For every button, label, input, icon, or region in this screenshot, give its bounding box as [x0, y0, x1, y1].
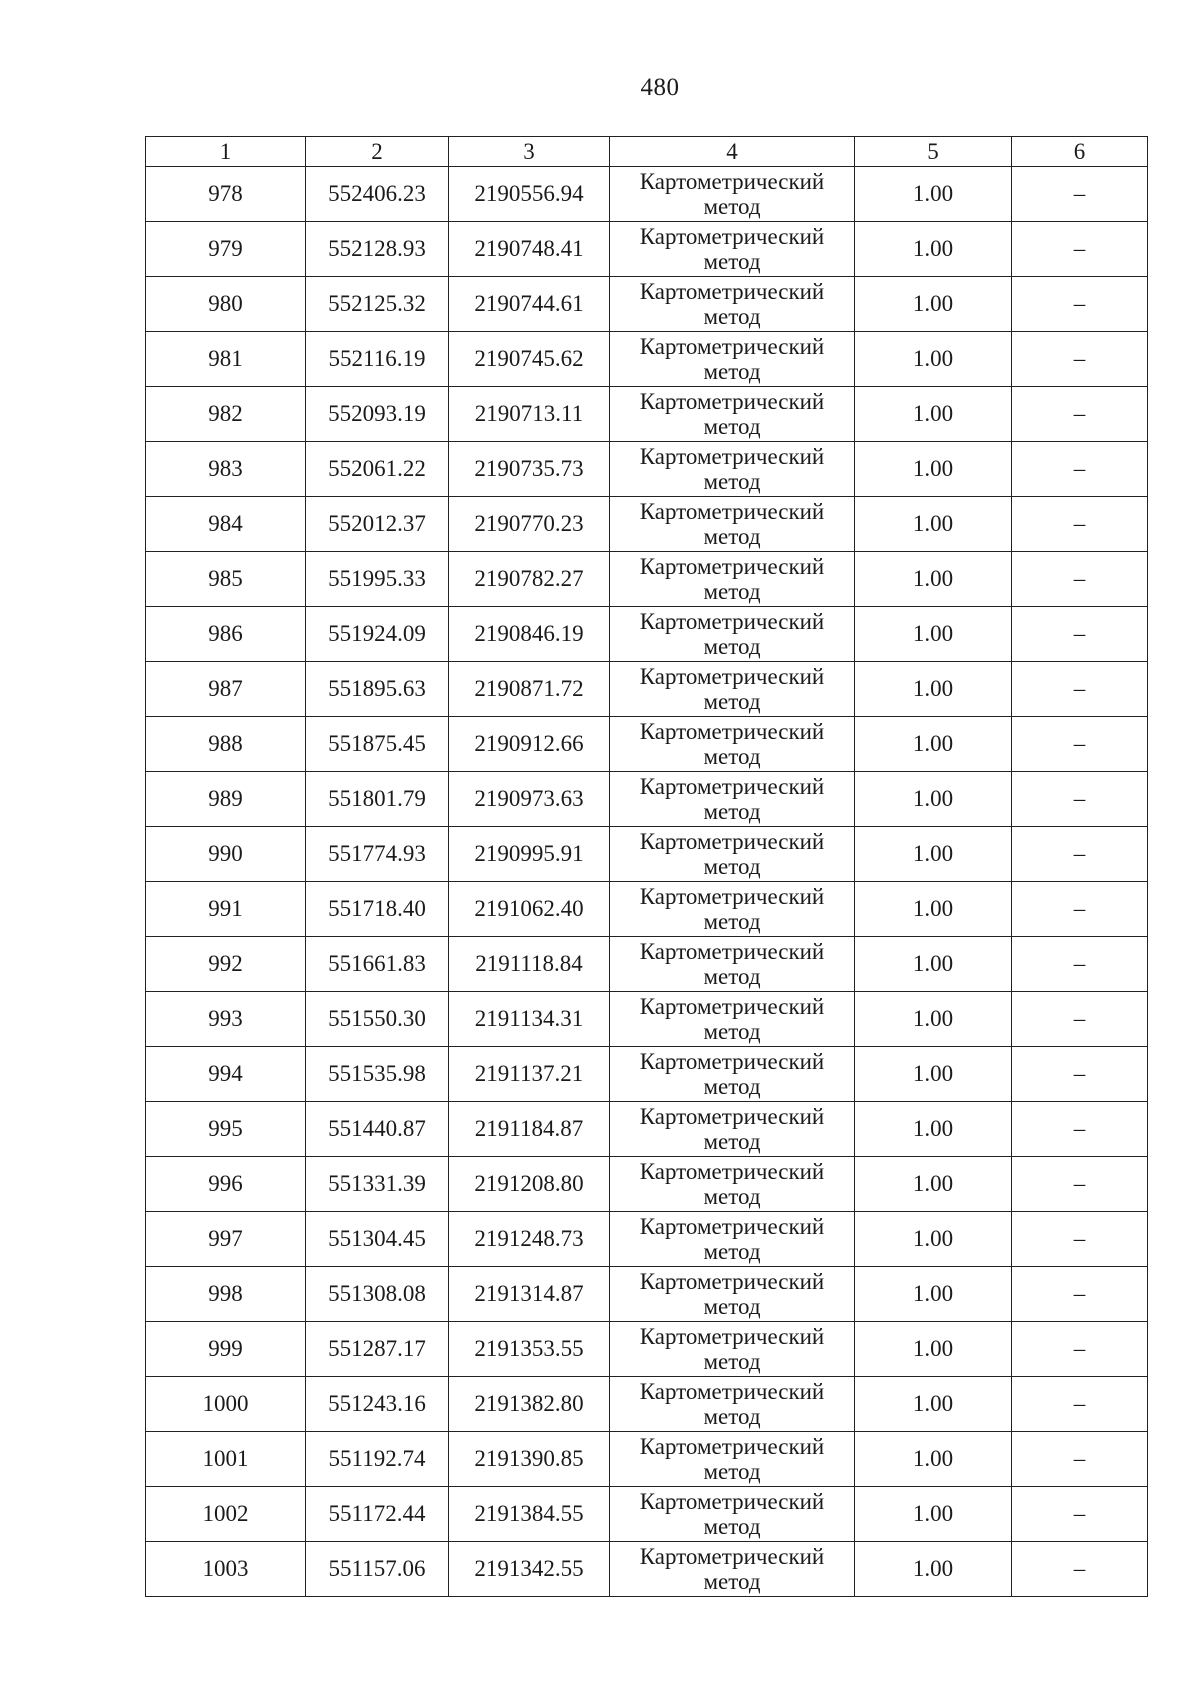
note-cell: –	[1012, 717, 1148, 772]
point-number-cell: 979	[146, 222, 306, 277]
x-coordinate-cell: 551535.98	[306, 1047, 449, 1102]
point-number-cell: 993	[146, 992, 306, 1047]
y-coordinate-cell: 2190713.11	[449, 387, 610, 442]
y-coordinate-cell: 2190995.91	[449, 827, 610, 882]
column-header-5: 5	[855, 137, 1012, 167]
note-cell: –	[1012, 552, 1148, 607]
note-cell: –	[1012, 1212, 1148, 1267]
point-number-cell: 1000	[146, 1377, 306, 1432]
accuracy-cell: 1.00	[855, 222, 1012, 277]
column-header-6: 6	[1012, 137, 1148, 167]
method-cell: Картометрический метод	[610, 1267, 855, 1322]
point-number-cell: 989	[146, 772, 306, 827]
x-coordinate-cell: 551331.39	[306, 1157, 449, 1212]
table-row	[146, 772, 1148, 827]
note-cell: –	[1012, 442, 1148, 497]
method-cell: Картометрический метод	[610, 497, 855, 552]
accuracy-cell: 1.00	[855, 882, 1012, 937]
table-row	[146, 1322, 1148, 1377]
table-row	[146, 387, 1148, 442]
point-number-cell: 999	[146, 1322, 306, 1377]
accuracy-cell: 1.00	[855, 1377, 1012, 1432]
point-number-cell: 1003	[146, 1542, 306, 1597]
note-cell: –	[1012, 882, 1148, 937]
method-cell: Картометрический метод	[610, 1212, 855, 1267]
x-coordinate-cell: 551895.63	[306, 662, 449, 717]
table-row	[146, 1102, 1148, 1157]
table-row	[146, 1432, 1148, 1487]
table-row	[146, 1157, 1148, 1212]
method-cell: Картометрический метод	[610, 717, 855, 772]
y-coordinate-cell: 2191314.87	[449, 1267, 610, 1322]
x-coordinate-cell: 551287.17	[306, 1322, 449, 1377]
point-number-cell: 981	[146, 332, 306, 387]
y-coordinate-cell: 2190556.94	[449, 167, 610, 222]
point-number-cell: 980	[146, 277, 306, 332]
method-cell: Картометрический метод	[610, 1432, 855, 1487]
accuracy-cell: 1.00	[855, 1487, 1012, 1542]
x-coordinate-cell: 552093.19	[306, 387, 449, 442]
y-coordinate-cell: 2191390.85	[449, 1432, 610, 1487]
y-coordinate-cell: 2190846.19	[449, 607, 610, 662]
accuracy-cell: 1.00	[855, 827, 1012, 882]
x-coordinate-cell: 551308.08	[306, 1267, 449, 1322]
accuracy-cell: 1.00	[855, 1047, 1012, 1102]
y-coordinate-cell: 2190770.23	[449, 497, 610, 552]
table-row	[146, 717, 1148, 772]
y-coordinate-cell: 2190748.41	[449, 222, 610, 277]
accuracy-cell: 1.00	[855, 717, 1012, 772]
x-coordinate-cell: 551192.74	[306, 1432, 449, 1487]
x-coordinate-cell: 552061.22	[306, 442, 449, 497]
x-coordinate-cell: 551440.87	[306, 1102, 449, 1157]
accuracy-cell: 1.00	[855, 387, 1012, 442]
note-cell: –	[1012, 222, 1148, 277]
table-row	[146, 607, 1148, 662]
accuracy-cell: 1.00	[855, 662, 1012, 717]
accuracy-cell: 1.00	[855, 1432, 1012, 1487]
coordinates-table	[145, 136, 1148, 1597]
column-header-1: 1	[146, 137, 306, 167]
point-number-cell: 982	[146, 387, 306, 442]
x-coordinate-cell: 552128.93	[306, 222, 449, 277]
point-number-cell: 994	[146, 1047, 306, 1102]
method-cell: Картометрический метод	[610, 277, 855, 332]
x-coordinate-cell: 551243.16	[306, 1377, 449, 1432]
table-row	[146, 277, 1148, 332]
table-row	[146, 1212, 1148, 1267]
table-row	[146, 1542, 1148, 1597]
table-row	[146, 937, 1148, 992]
x-coordinate-cell: 551550.30	[306, 992, 449, 1047]
x-coordinate-cell: 551875.45	[306, 717, 449, 772]
table-row	[146, 497, 1148, 552]
y-coordinate-cell: 2190735.73	[449, 442, 610, 497]
x-coordinate-cell: 551774.93	[306, 827, 449, 882]
table-row	[146, 167, 1148, 222]
y-coordinate-cell: 2191134.31	[449, 992, 610, 1047]
accuracy-cell: 1.00	[855, 552, 1012, 607]
point-number-cell: 983	[146, 442, 306, 497]
y-coordinate-cell: 2190744.61	[449, 277, 610, 332]
header-row	[146, 137, 1148, 167]
method-cell: Картометрический метод	[610, 607, 855, 662]
y-coordinate-cell: 2191208.80	[449, 1157, 610, 1212]
point-number-cell: 987	[146, 662, 306, 717]
column-header-2: 2	[306, 137, 449, 167]
table-row	[146, 1377, 1148, 1432]
x-coordinate-cell: 552125.32	[306, 277, 449, 332]
note-cell: –	[1012, 827, 1148, 882]
x-coordinate-cell: 551304.45	[306, 1212, 449, 1267]
accuracy-cell: 1.00	[855, 1157, 1012, 1212]
point-number-cell: 992	[146, 937, 306, 992]
table-row	[146, 662, 1148, 717]
note-cell: –	[1012, 662, 1148, 717]
column-header-3: 3	[449, 137, 610, 167]
point-number-cell: 1001	[146, 1432, 306, 1487]
method-cell: Картометрический метод	[610, 937, 855, 992]
table-row	[146, 442, 1148, 497]
table-row	[146, 992, 1148, 1047]
table-row	[146, 827, 1148, 882]
y-coordinate-cell: 2190973.63	[449, 772, 610, 827]
x-coordinate-cell: 552406.23	[306, 167, 449, 222]
method-cell: Картометрический метод	[610, 992, 855, 1047]
method-cell: Картометрический метод	[610, 552, 855, 607]
x-coordinate-cell: 551995.33	[306, 552, 449, 607]
point-number-cell: 995	[146, 1102, 306, 1157]
table-row	[146, 1047, 1148, 1102]
x-coordinate-cell: 552116.19	[306, 332, 449, 387]
y-coordinate-cell: 2191137.21	[449, 1047, 610, 1102]
x-coordinate-cell: 551661.83	[306, 937, 449, 992]
table-header	[146, 137, 1148, 167]
method-cell: Картометрический метод	[610, 1102, 855, 1157]
accuracy-cell: 1.00	[855, 1212, 1012, 1267]
accuracy-cell: 1.00	[855, 497, 1012, 552]
point-number-cell: 997	[146, 1212, 306, 1267]
x-coordinate-cell: 551157.06	[306, 1542, 449, 1597]
y-coordinate-cell: 2190871.72	[449, 662, 610, 717]
point-number-cell: 996	[146, 1157, 306, 1212]
note-cell: –	[1012, 607, 1148, 662]
accuracy-cell: 1.00	[855, 607, 1012, 662]
y-coordinate-cell: 2191062.40	[449, 882, 610, 937]
method-cell: Картометрический метод	[610, 827, 855, 882]
note-cell: –	[1012, 1542, 1148, 1597]
method-cell: Картометрический метод	[610, 1542, 855, 1597]
table-row	[146, 1487, 1148, 1542]
point-number-cell: 990	[146, 827, 306, 882]
x-coordinate-cell: 551924.09	[306, 607, 449, 662]
y-coordinate-cell: 2191118.84	[449, 937, 610, 992]
note-cell: –	[1012, 1157, 1148, 1212]
table-row	[146, 1267, 1148, 1322]
point-number-cell: 1002	[146, 1487, 306, 1542]
point-number-cell: 984	[146, 497, 306, 552]
table-row	[146, 552, 1148, 607]
method-cell: Картометрический метод	[610, 772, 855, 827]
note-cell: –	[1012, 387, 1148, 442]
method-cell: Картометрический метод	[610, 387, 855, 442]
accuracy-cell: 1.00	[855, 1102, 1012, 1157]
note-cell: –	[1012, 497, 1148, 552]
method-cell: Картометрический метод	[610, 1487, 855, 1542]
y-coordinate-cell: 2191184.87	[449, 1102, 610, 1157]
accuracy-cell: 1.00	[855, 1267, 1012, 1322]
note-cell: –	[1012, 1377, 1148, 1432]
note-cell: –	[1012, 937, 1148, 992]
method-cell: Картометрический метод	[610, 1047, 855, 1102]
point-number-cell: 986	[146, 607, 306, 662]
method-cell: Картометрический метод	[610, 167, 855, 222]
x-coordinate-cell: 551718.40	[306, 882, 449, 937]
method-cell: Картометрический метод	[610, 1157, 855, 1212]
method-cell: Картометрический метод	[610, 1322, 855, 1377]
accuracy-cell: 1.00	[855, 1322, 1012, 1377]
method-cell: Картометрический метод	[610, 442, 855, 497]
table-row	[146, 882, 1148, 937]
accuracy-cell: 1.00	[855, 167, 1012, 222]
note-cell: –	[1012, 992, 1148, 1047]
table-row	[146, 332, 1148, 387]
y-coordinate-cell: 2190745.62	[449, 332, 610, 387]
note-cell: –	[1012, 1322, 1148, 1377]
note-cell: –	[1012, 1432, 1148, 1487]
method-cell: Картометрический метод	[610, 882, 855, 937]
x-coordinate-cell: 551172.44	[306, 1487, 449, 1542]
y-coordinate-cell: 2190912.66	[449, 717, 610, 772]
y-coordinate-cell: 2191384.55	[449, 1487, 610, 1542]
note-cell: –	[1012, 1102, 1148, 1157]
point-number-cell: 998	[146, 1267, 306, 1322]
point-number-cell: 991	[146, 882, 306, 937]
x-coordinate-cell: 552012.37	[306, 497, 449, 552]
column-header-4: 4	[610, 137, 855, 167]
point-number-cell: 978	[146, 167, 306, 222]
accuracy-cell: 1.00	[855, 992, 1012, 1047]
point-number-cell: 985	[146, 552, 306, 607]
note-cell: –	[1012, 277, 1148, 332]
method-cell: Картометрический метод	[610, 662, 855, 717]
y-coordinate-cell: 2191382.80	[449, 1377, 610, 1432]
note-cell: –	[1012, 772, 1148, 827]
point-number-cell: 988	[146, 717, 306, 772]
note-cell: –	[1012, 167, 1148, 222]
accuracy-cell: 1.00	[855, 277, 1012, 332]
y-coordinate-cell: 2191342.55	[449, 1542, 610, 1597]
page-number: 480	[640, 74, 680, 101]
note-cell: –	[1012, 332, 1148, 387]
y-coordinate-cell: 2191248.73	[449, 1212, 610, 1267]
note-cell: –	[1012, 1267, 1148, 1322]
accuracy-cell: 1.00	[855, 1542, 1012, 1597]
accuracy-cell: 1.00	[855, 442, 1012, 497]
table-body	[146, 167, 1148, 1597]
table-row	[146, 222, 1148, 277]
x-coordinate-cell: 551801.79	[306, 772, 449, 827]
accuracy-cell: 1.00	[855, 332, 1012, 387]
y-coordinate-cell: 2191353.55	[449, 1322, 610, 1377]
method-cell: Картометрический метод	[610, 1377, 855, 1432]
method-cell: Картометрический метод	[610, 222, 855, 277]
note-cell: –	[1012, 1047, 1148, 1102]
accuracy-cell: 1.00	[855, 772, 1012, 827]
note-cell: –	[1012, 1487, 1148, 1542]
y-coordinate-cell: 2190782.27	[449, 552, 610, 607]
accuracy-cell: 1.00	[855, 937, 1012, 992]
method-cell: Картометрический метод	[610, 332, 855, 387]
